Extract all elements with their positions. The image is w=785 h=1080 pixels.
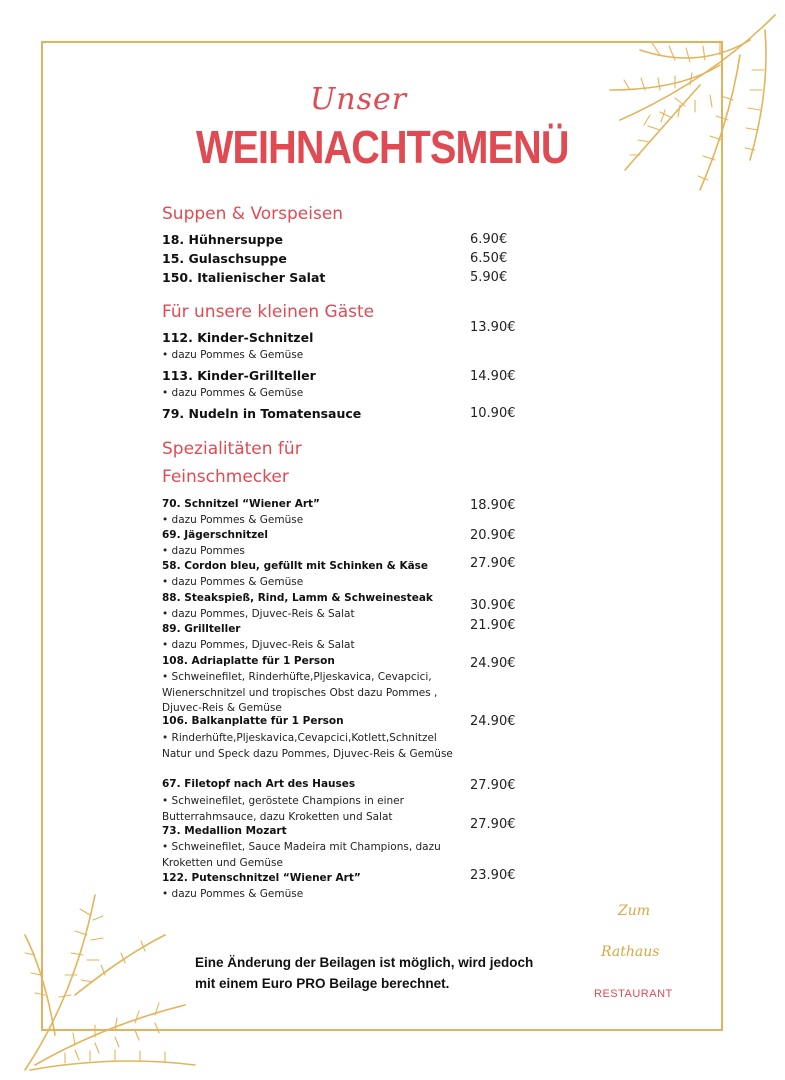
logo-line-restaurant: RESTAURANT	[594, 988, 673, 1000]
menu-item-price: 30.90€	[470, 598, 516, 613]
menu-item-description: • dazu Pommes & Gemüse	[162, 888, 304, 900]
section-heading-specials-line2: Feinschmecker	[162, 467, 289, 487]
menu-item-price: 23.90€	[470, 868, 516, 883]
menu-item-name: 73. Medallion Mozart	[162, 825, 287, 837]
menu-item-name: 15. Gulaschsuppe	[162, 251, 287, 266]
menu-item-name: 69. Jägerschnitzel	[162, 529, 268, 541]
menu-item-price: 13.90€	[470, 320, 516, 335]
menu-item-price: 27.90€	[470, 556, 516, 571]
menu-item-description: • Rinderhüfte,Pljeskavica,Cevapcici,Kotlett,Schnitzel Natur und Speck dazu Pommes, Djuvec-Reis & Gemüse	[162, 732, 453, 760]
menu-item-price: 10.90€	[470, 406, 516, 421]
menu-item-price: 27.90€	[470, 817, 516, 832]
menu-item-name: 89. Grillteller	[162, 623, 241, 635]
menu-item-description: • dazu Pommes, Djuvec-Reis & Salat	[162, 639, 355, 651]
logo-line-rathaus: Rathaus	[601, 944, 660, 960]
section-heading-soups: Suppen & Vorspeisen	[162, 204, 344, 224]
menu-item-price: 21.90€	[470, 618, 516, 633]
menu-item-description: • Schweinefilet, geröstete Champions in einer Butterrahmsauce, dazu Kroketten und Salat	[162, 795, 404, 823]
menu-item-price: 20.90€	[470, 528, 516, 543]
menu-item-description: • dazu Pommes, Djuvec-Reis & Salat	[162, 608, 355, 620]
pine-branch-bottom-left	[15, 875, 205, 1075]
menu-item-price: 6.50€	[470, 251, 508, 266]
section-heading-specials: Spezialitäten für	[162, 439, 302, 459]
menu-item-name: 112. Kinder-Schnitzel	[162, 330, 314, 345]
menu-item-price: 6.90€	[470, 232, 508, 247]
menu-item-description: • dazu Pommes & Gemüse	[162, 576, 304, 588]
menu-item-description: • dazu Pommes	[162, 545, 245, 557]
menu-item-description: • Schweinefilet, Rinderhüfte,Pljeskavica, Cevapcici, Wienerschnitzel und tropisches Obst dazu Pommes , Djuvec-Reis & Gemüse	[162, 671, 438, 714]
menu-item-name: 88. Steakspieß, Rind, Lamm & Schweinesteak	[162, 592, 433, 604]
menu-item-name: 18. Hühnersuppe	[162, 232, 284, 247]
title-script: Unser	[310, 82, 408, 117]
menu-item-price: 18.90€	[470, 498, 516, 513]
section-heading-kids: Für unsere kleinen Gäste	[162, 302, 375, 322]
menu-item-description: • Schweinefilet, Sauce Madeira mit Champions, dazu Kroketten und Gemüse	[162, 841, 441, 869]
menu-item-price: 14.90€	[470, 369, 516, 384]
side-dish-note: Eine Änderung der Beilagen ist möglich, wird jedoch mit einem Euro PRO Beilage berechnet.	[195, 955, 534, 991]
menu-item-price: 27.90€	[470, 778, 516, 793]
menu-item-price: 24.90€	[470, 714, 516, 729]
menu-item-description: • dazu Pommes & Gemüse	[162, 349, 304, 361]
menu-item-price: 24.90€	[470, 656, 516, 671]
menu-item-name: 70. Schnitzel “Wiener Art”	[162, 498, 320, 510]
menu-item-name: 150. Italienischer Salat	[162, 270, 326, 285]
menu-item-name: 79. Nudeln in Tomatensauce	[162, 406, 362, 421]
page-title: WEIHNACHTSMENÜ	[196, 121, 569, 173]
logo-line-zum: Zum	[618, 903, 651, 919]
menu-item-name: 108. Adriaplatte für 1 Person	[162, 655, 335, 667]
menu-item-name: 67. Filetopf nach Art des Hauses	[162, 778, 356, 790]
menu-item-description: • dazu Pommes & Gemüse	[162, 514, 304, 526]
menu-item-name: 58. Cordon bleu, gefüllt mit Schinken & Käse	[162, 560, 429, 572]
menu-item-name: 113. Kinder-Grillteller	[162, 368, 316, 383]
menu-item-name: 106. Balkanplatte für 1 Person	[162, 715, 344, 727]
menu-item-name: 122. Putenschnitzel “Wiener Art”	[162, 872, 361, 884]
menu-item-price: 5.90€	[470, 270, 508, 285]
pine-branch-top-right	[600, 10, 780, 200]
menu-item-description: • dazu Pommes & Gemüse	[162, 387, 304, 399]
